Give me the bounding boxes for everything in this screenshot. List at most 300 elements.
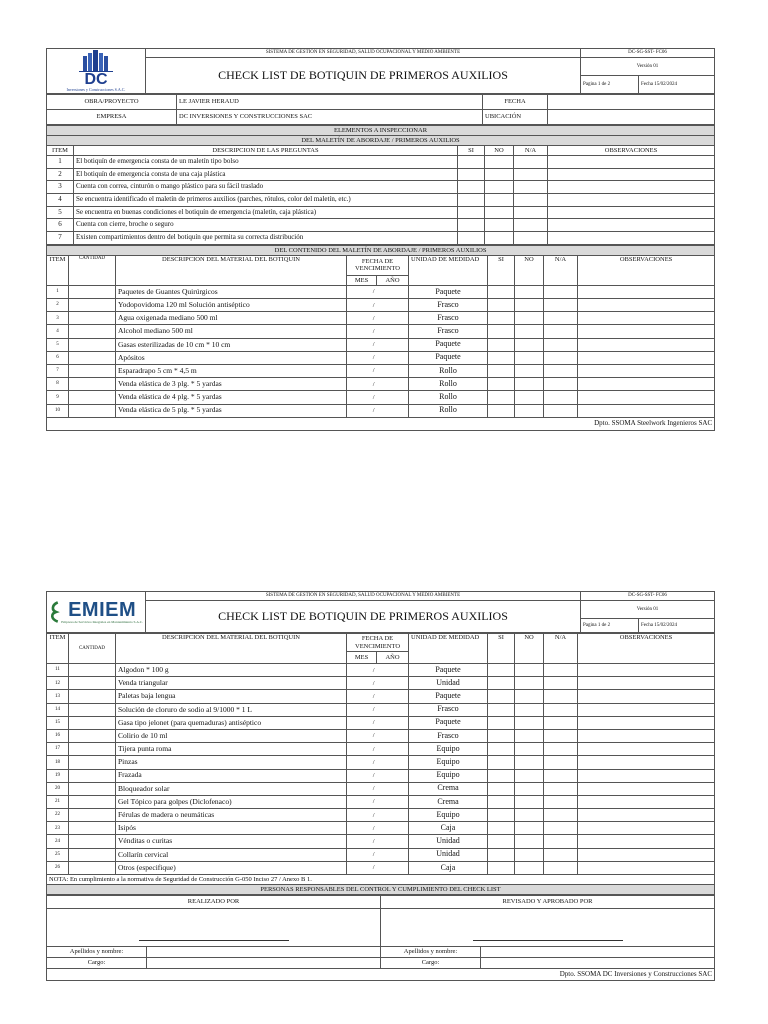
material-row bbox=[47, 848, 715, 861]
date-separator: / bbox=[347, 756, 377, 769]
building-logo-icon bbox=[79, 50, 113, 72]
cantidad-cell[interactable] bbox=[69, 729, 116, 742]
si-checkbox-cell[interactable] bbox=[458, 156, 485, 169]
date-separator: / bbox=[347, 285, 377, 298]
na-checkbox-cell[interactable] bbox=[544, 835, 578, 848]
material-row bbox=[47, 861, 715, 874]
material-number: 12 bbox=[47, 677, 69, 690]
no-checkbox-cell[interactable] bbox=[485, 156, 514, 169]
anio-cell[interactable] bbox=[377, 729, 409, 742]
cantidad-cell[interactable] bbox=[69, 285, 116, 298]
question-number: 2 bbox=[47, 168, 74, 181]
logo-text: EMIEM bbox=[68, 599, 137, 622]
unit-of-measure: Unidad bbox=[409, 848, 488, 861]
si-checkbox-cell[interactable] bbox=[458, 219, 485, 232]
questions-table bbox=[46, 125, 715, 245]
empresa-label: EMPRESA bbox=[47, 110, 177, 125]
no-checkbox-cell[interactable] bbox=[515, 861, 544, 874]
na-checkbox-cell[interactable] bbox=[544, 391, 578, 404]
observations-cell[interactable] bbox=[578, 664, 715, 677]
na-checkbox-cell[interactable] bbox=[514, 156, 548, 169]
cantidad-cell[interactable] bbox=[69, 835, 116, 848]
observations-cell[interactable] bbox=[548, 232, 715, 245]
cantidad-cell[interactable] bbox=[69, 404, 116, 417]
no-checkbox-cell[interactable] bbox=[515, 664, 544, 677]
material-description: Yodopovidoma 120 ml Solución antiséptico bbox=[116, 299, 347, 312]
material-number: 1 bbox=[47, 285, 69, 298]
observations-cell[interactable] bbox=[548, 206, 715, 219]
anio-cell[interactable] bbox=[377, 312, 409, 325]
anio-cell[interactable] bbox=[377, 795, 409, 808]
date-separator: / bbox=[347, 716, 377, 729]
unit-of-measure: Paquete bbox=[409, 690, 488, 703]
date-separator: / bbox=[347, 743, 377, 756]
observations-cell[interactable] bbox=[578, 809, 715, 822]
signature-line bbox=[139, 914, 289, 941]
q-header-desc: DESCRIPCION DE LAS PREGUNTAS bbox=[74, 146, 458, 156]
document-title: CHECK LIST DE BOTIQUIN DE PRIMEROS AUXILIOS bbox=[146, 58, 581, 94]
cantidad-cell[interactable] bbox=[69, 703, 116, 716]
si-checkbox-cell[interactable] bbox=[488, 285, 515, 298]
cantidad-cell[interactable] bbox=[69, 338, 116, 351]
date-separator: / bbox=[347, 795, 377, 808]
no-checkbox-cell[interactable] bbox=[485, 168, 514, 181]
na-checkbox-cell[interactable] bbox=[544, 325, 578, 338]
material-description: Paquetes de Guantes Quirúrgicos bbox=[116, 285, 347, 298]
na-checkbox-cell[interactable] bbox=[544, 703, 578, 716]
no-checkbox-cell[interactable] bbox=[515, 795, 544, 808]
cantidad-cell[interactable] bbox=[69, 782, 116, 795]
si-checkbox-cell[interactable] bbox=[488, 338, 515, 351]
date-separator: / bbox=[347, 325, 377, 338]
anio-cell[interactable] bbox=[377, 677, 409, 690]
observations-cell[interactable] bbox=[578, 848, 715, 861]
observations-cell[interactable] bbox=[548, 168, 715, 181]
observations-cell[interactable] bbox=[578, 690, 715, 703]
na-checkbox-cell[interactable] bbox=[544, 285, 578, 298]
material-number: 17 bbox=[47, 743, 69, 756]
apellidos-field-left[interactable] bbox=[147, 947, 381, 958]
na-checkbox-cell[interactable] bbox=[514, 168, 548, 181]
cantidad-cell[interactable] bbox=[69, 664, 116, 677]
observations-cell[interactable] bbox=[548, 194, 715, 207]
cantidad-cell[interactable] bbox=[69, 861, 116, 874]
cantidad-cell[interactable] bbox=[69, 769, 116, 782]
observations-cell[interactable] bbox=[578, 378, 715, 391]
revisado-signature-field[interactable] bbox=[381, 909, 715, 947]
no-checkbox-cell[interactable] bbox=[515, 848, 544, 861]
na-checkbox-cell[interactable] bbox=[544, 351, 578, 364]
na-checkbox-cell[interactable] bbox=[544, 782, 578, 795]
observations-cell[interactable] bbox=[578, 835, 715, 848]
no-checkbox-cell[interactable] bbox=[515, 703, 544, 716]
material-row bbox=[47, 835, 715, 848]
page-2-header-table bbox=[46, 591, 715, 633]
cantidad-cell[interactable] bbox=[69, 795, 116, 808]
si-checkbox-cell[interactable] bbox=[458, 181, 485, 194]
no-checkbox-cell[interactable] bbox=[485, 194, 514, 207]
cantidad-cell[interactable] bbox=[69, 743, 116, 756]
observations-cell[interactable] bbox=[578, 822, 715, 835]
material-row bbox=[47, 391, 715, 404]
q-header-no: NO bbox=[485, 146, 514, 156]
obra-label: OBRA/PROYECTO bbox=[47, 95, 177, 110]
material-number: 24 bbox=[47, 835, 69, 848]
no-checkbox-cell[interactable] bbox=[485, 181, 514, 194]
cargo-field-left[interactable] bbox=[147, 958, 381, 969]
anio-cell[interactable] bbox=[377, 690, 409, 703]
na-checkbox-cell[interactable] bbox=[544, 364, 578, 377]
m-header-fecha: FECHA DE VENCIMIENTO bbox=[347, 255, 409, 275]
si-checkbox-cell[interactable] bbox=[488, 835, 515, 848]
na-checkbox-cell[interactable] bbox=[544, 338, 578, 351]
observations-cell[interactable] bbox=[578, 364, 715, 377]
na-checkbox-cell[interactable] bbox=[514, 194, 548, 207]
cantidad-cell[interactable] bbox=[69, 756, 116, 769]
anio-cell[interactable] bbox=[377, 703, 409, 716]
anio-cell[interactable] bbox=[377, 743, 409, 756]
observations-cell[interactable] bbox=[578, 769, 715, 782]
question-number: 7 bbox=[47, 232, 74, 245]
observations-cell[interactable] bbox=[578, 703, 715, 716]
material-row bbox=[47, 756, 715, 769]
m-header-desc: DESCRIPCION DEL MATERIAL DEL BOTIQUIN bbox=[116, 634, 347, 664]
no-checkbox-cell[interactable] bbox=[515, 312, 544, 325]
material-description: Férulas de madera o neumáticas bbox=[116, 809, 347, 822]
observations-cell[interactable] bbox=[548, 156, 715, 169]
na-checkbox-cell[interactable] bbox=[514, 206, 548, 219]
date-separator: / bbox=[347, 664, 377, 677]
fecha-label: FECHA bbox=[483, 95, 548, 110]
question-row bbox=[47, 219, 715, 232]
material-number: 18 bbox=[47, 756, 69, 769]
no-checkbox-cell[interactable] bbox=[515, 782, 544, 795]
material-row bbox=[47, 299, 715, 312]
material-description: Otros (especifique) bbox=[116, 861, 347, 874]
cantidad-cell[interactable] bbox=[69, 677, 116, 690]
observations-cell[interactable] bbox=[578, 743, 715, 756]
ubicacion-label: UBICACIÓN bbox=[483, 110, 548, 125]
m-header-si: SI bbox=[488, 634, 515, 664]
anio-cell[interactable] bbox=[377, 835, 409, 848]
m-header-no: NO bbox=[515, 634, 544, 664]
anio-cell[interactable] bbox=[377, 285, 409, 298]
cantidad-cell[interactable] bbox=[69, 378, 116, 391]
anio-cell[interactable] bbox=[377, 716, 409, 729]
anio-cell[interactable] bbox=[377, 378, 409, 391]
anio-cell[interactable] bbox=[377, 848, 409, 861]
realizado-signature-field[interactable] bbox=[47, 909, 381, 947]
cantidad-cell[interactable] bbox=[69, 848, 116, 861]
unit-of-measure: Caja bbox=[409, 861, 488, 874]
na-checkbox-cell[interactable] bbox=[544, 312, 578, 325]
material-number: 7 bbox=[47, 364, 69, 377]
si-checkbox-cell[interactable] bbox=[458, 232, 485, 245]
cantidad-cell[interactable] bbox=[69, 690, 116, 703]
observations-cell[interactable] bbox=[578, 716, 715, 729]
anio-cell[interactable] bbox=[377, 338, 409, 351]
no-checkbox-cell[interactable] bbox=[515, 677, 544, 690]
cantidad-cell[interactable] bbox=[69, 822, 116, 835]
no-checkbox-cell[interactable] bbox=[485, 232, 514, 245]
m-header-unidad: UNIDAD DE MEDIDAD bbox=[409, 255, 488, 285]
apellidos-field-right[interactable] bbox=[481, 947, 715, 958]
question-number: 6 bbox=[47, 219, 74, 232]
si-checkbox-cell[interactable] bbox=[488, 769, 515, 782]
material-description: Tijera punta roma bbox=[116, 743, 347, 756]
observations-cell[interactable] bbox=[578, 391, 715, 404]
observations-cell[interactable] bbox=[548, 219, 715, 232]
cantidad-cell[interactable] bbox=[69, 364, 116, 377]
unit-of-measure: Rollo bbox=[409, 404, 488, 417]
fecha-field[interactable] bbox=[548, 95, 715, 110]
cantidad-cell[interactable] bbox=[69, 809, 116, 822]
si-checkbox-cell[interactable] bbox=[458, 206, 485, 219]
nota-text: NOTA: En cumplimiento a la normativa de Seguridad de Construcción G-050 Inciso 27 / Anexo B 1. bbox=[47, 875, 715, 885]
anio-cell[interactable] bbox=[377, 299, 409, 312]
anio-cell[interactable] bbox=[377, 861, 409, 874]
m-header-item: ITEM bbox=[47, 255, 69, 285]
material-description: Gasas esterilizadas de 10 cm * 10 cm bbox=[116, 338, 347, 351]
na-checkbox-cell[interactable] bbox=[544, 848, 578, 861]
question-text: El botiquín de emergencia consta de una caja plástica bbox=[74, 168, 458, 181]
si-checkbox-cell[interactable] bbox=[488, 690, 515, 703]
cargo-label-right: Cargo: bbox=[381, 958, 481, 969]
observations-cell[interactable] bbox=[578, 729, 715, 742]
na-checkbox-cell[interactable] bbox=[544, 809, 578, 822]
si-checkbox-cell[interactable] bbox=[488, 325, 515, 338]
si-checkbox-cell[interactable] bbox=[488, 664, 515, 677]
material-row bbox=[47, 795, 715, 808]
cantidad-cell[interactable] bbox=[69, 391, 116, 404]
si-checkbox-cell[interactable] bbox=[488, 795, 515, 808]
anio-cell[interactable] bbox=[377, 325, 409, 338]
date-separator: / bbox=[347, 848, 377, 861]
materials-table-1 bbox=[46, 245, 715, 431]
unit-of-measure: Paquete bbox=[409, 351, 488, 364]
si-checkbox-cell[interactable] bbox=[488, 756, 515, 769]
m-header-na: N/A bbox=[544, 255, 578, 285]
si-checkbox-cell[interactable] bbox=[488, 703, 515, 716]
no-checkbox-cell[interactable] bbox=[515, 835, 544, 848]
na-checkbox-cell[interactable] bbox=[544, 743, 578, 756]
anio-cell[interactable] bbox=[377, 756, 409, 769]
m-header-mes: MES bbox=[347, 275, 377, 285]
date-separator: / bbox=[347, 809, 377, 822]
no-checkbox-cell[interactable] bbox=[515, 285, 544, 298]
no-checkbox-cell[interactable] bbox=[515, 364, 544, 377]
observations-cell[interactable] bbox=[578, 351, 715, 364]
si-checkbox-cell[interactable] bbox=[488, 861, 515, 874]
no-checkbox-cell[interactable] bbox=[515, 325, 544, 338]
question-text: Cuenta con correa, cinturón o mango plástico para su fácil traslado bbox=[74, 181, 458, 194]
section-responsables: PERSONAS RESPONSABLES DEL CONTROL Y CUMPLIMIENTO DEL CHECK LIST bbox=[47, 885, 715, 895]
m-header-cantidad: CANTIDAD bbox=[69, 634, 116, 664]
si-checkbox-cell[interactable] bbox=[458, 194, 485, 207]
cantidad-cell[interactable] bbox=[69, 716, 116, 729]
na-checkbox-cell[interactable] bbox=[544, 664, 578, 677]
unit-of-measure: Equipo bbox=[409, 809, 488, 822]
anio-cell[interactable] bbox=[377, 782, 409, 795]
no-checkbox-cell[interactable] bbox=[515, 338, 544, 351]
material-row bbox=[47, 677, 715, 690]
si-checkbox-cell[interactable] bbox=[488, 312, 515, 325]
anio-cell[interactable] bbox=[377, 769, 409, 782]
unit-of-measure: Unidad bbox=[409, 677, 488, 690]
unit-of-measure: Unidad bbox=[409, 835, 488, 848]
date-separator: / bbox=[347, 391, 377, 404]
unit-of-measure: Caja bbox=[409, 822, 488, 835]
material-description: Paletas baja lengua bbox=[116, 690, 347, 703]
anio-cell[interactable] bbox=[377, 351, 409, 364]
unit-of-measure: Equipo bbox=[409, 769, 488, 782]
ubicacion-field[interactable] bbox=[548, 110, 715, 125]
document-code: DC-SG-SST- FC06 bbox=[581, 592, 715, 601]
no-checkbox-cell[interactable] bbox=[515, 743, 544, 756]
no-checkbox-cell[interactable] bbox=[515, 391, 544, 404]
si-checkbox-cell[interactable] bbox=[488, 351, 515, 364]
unit-of-measure: Crema bbox=[409, 795, 488, 808]
anio-cell[interactable] bbox=[377, 822, 409, 835]
observations-cell[interactable] bbox=[578, 782, 715, 795]
observations-cell[interactable] bbox=[578, 338, 715, 351]
date-separator: / bbox=[347, 312, 377, 325]
si-checkbox-cell[interactable] bbox=[488, 716, 515, 729]
na-checkbox-cell[interactable] bbox=[544, 769, 578, 782]
material-row bbox=[47, 325, 715, 338]
cargo-label-left: Cargo: bbox=[47, 958, 147, 969]
dc-logo bbox=[47, 49, 146, 94]
material-row bbox=[47, 769, 715, 782]
si-checkbox-cell[interactable] bbox=[488, 391, 515, 404]
material-description: Collarín cervical bbox=[116, 848, 347, 861]
question-text: Cuenta con cierre, broche o seguro bbox=[74, 219, 458, 232]
material-number: 15 bbox=[47, 716, 69, 729]
na-checkbox-cell[interactable] bbox=[544, 677, 578, 690]
na-checkbox-cell[interactable] bbox=[544, 729, 578, 742]
page-1-header-table bbox=[46, 48, 715, 94]
no-checkbox-cell[interactable] bbox=[515, 809, 544, 822]
na-checkbox-cell[interactable] bbox=[544, 795, 578, 808]
si-checkbox-cell[interactable] bbox=[488, 729, 515, 742]
apellidos-label-right: Apellidos y nombre: bbox=[381, 947, 481, 958]
question-row bbox=[47, 232, 715, 245]
cantidad-cell[interactable] bbox=[69, 351, 116, 364]
si-checkbox-cell[interactable] bbox=[488, 809, 515, 822]
cantidad-cell[interactable] bbox=[69, 325, 116, 338]
na-checkbox-cell[interactable] bbox=[544, 861, 578, 874]
observations-cell[interactable] bbox=[578, 795, 715, 808]
na-checkbox-cell[interactable] bbox=[544, 378, 578, 391]
si-checkbox-cell[interactable] bbox=[458, 168, 485, 181]
material-number: 4 bbox=[47, 325, 69, 338]
material-description: Vénditas o curitas bbox=[116, 835, 347, 848]
na-checkbox-cell[interactable] bbox=[514, 232, 548, 245]
si-checkbox-cell[interactable] bbox=[488, 822, 515, 835]
anio-cell[interactable] bbox=[377, 391, 409, 404]
si-checkbox-cell[interactable] bbox=[488, 677, 515, 690]
material-description: Venda elástica de 3 plg. * 5 yardas bbox=[116, 378, 347, 391]
material-number: 11 bbox=[47, 664, 69, 677]
observations-cell[interactable] bbox=[578, 861, 715, 874]
observations-cell[interactable] bbox=[578, 312, 715, 325]
date-separator: / bbox=[347, 782, 377, 795]
system-name: SISTEMA DE GESTION EN SEGURIDAD, SALUD OCUPACIONAL Y MEDIO AMBIENTE bbox=[146, 592, 581, 601]
na-checkbox-cell[interactable] bbox=[544, 756, 578, 769]
na-checkbox-cell[interactable] bbox=[544, 716, 578, 729]
material-number: 22 bbox=[47, 809, 69, 822]
observations-cell[interactable] bbox=[548, 181, 715, 194]
no-checkbox-cell[interactable] bbox=[515, 769, 544, 782]
si-checkbox-cell[interactable] bbox=[488, 782, 515, 795]
no-checkbox-cell[interactable] bbox=[515, 729, 544, 742]
observations-cell[interactable] bbox=[578, 404, 715, 417]
no-checkbox-cell[interactable] bbox=[515, 404, 544, 417]
unit-of-measure: Crema bbox=[409, 782, 488, 795]
obra-value: LE JAVIER HERAUD bbox=[177, 95, 483, 110]
si-checkbox-cell[interactable] bbox=[488, 743, 515, 756]
na-checkbox-cell[interactable] bbox=[514, 219, 548, 232]
cargo-field-right[interactable] bbox=[481, 958, 715, 969]
date-separator: / bbox=[347, 703, 377, 716]
si-checkbox-cell[interactable] bbox=[488, 404, 515, 417]
date-separator: / bbox=[347, 690, 377, 703]
si-checkbox-cell[interactable] bbox=[488, 378, 515, 391]
no-checkbox-cell[interactable] bbox=[515, 351, 544, 364]
material-number: 26 bbox=[47, 861, 69, 874]
na-checkbox-cell[interactable] bbox=[544, 822, 578, 835]
logo-text: DC bbox=[84, 70, 108, 88]
no-checkbox-cell[interactable] bbox=[485, 219, 514, 232]
anio-cell[interactable] bbox=[377, 364, 409, 377]
no-checkbox-cell[interactable] bbox=[515, 716, 544, 729]
observations-cell[interactable] bbox=[578, 756, 715, 769]
anio-cell[interactable] bbox=[377, 664, 409, 677]
na-checkbox-cell[interactable] bbox=[544, 404, 578, 417]
si-checkbox-cell[interactable] bbox=[488, 299, 515, 312]
no-checkbox-cell[interactable] bbox=[515, 822, 544, 835]
no-checkbox-cell[interactable] bbox=[515, 756, 544, 769]
no-checkbox-cell[interactable] bbox=[485, 206, 514, 219]
material-description: Venda elástica de 5 plg. * 5 yardas bbox=[116, 404, 347, 417]
na-checkbox-cell[interactable] bbox=[544, 299, 578, 312]
question-text: Existen compartimientos dentro del botiquín que permita su correcta distribución bbox=[74, 232, 458, 245]
observations-cell[interactable] bbox=[578, 677, 715, 690]
no-checkbox-cell[interactable] bbox=[515, 299, 544, 312]
m-header-anio: AÑO bbox=[377, 275, 409, 285]
material-row bbox=[47, 312, 715, 325]
observations-cell[interactable] bbox=[578, 285, 715, 298]
date-separator: / bbox=[347, 729, 377, 742]
observations-cell[interactable] bbox=[578, 299, 715, 312]
material-number: 21 bbox=[47, 795, 69, 808]
anio-cell[interactable] bbox=[377, 404, 409, 417]
observations-cell[interactable] bbox=[578, 325, 715, 338]
si-checkbox-cell[interactable] bbox=[488, 364, 515, 377]
cantidad-cell[interactable] bbox=[69, 312, 116, 325]
m-header-item: ITEM bbox=[47, 634, 69, 664]
na-checkbox-cell[interactable] bbox=[514, 181, 548, 194]
na-checkbox-cell[interactable] bbox=[544, 690, 578, 703]
cantidad-cell[interactable] bbox=[69, 299, 116, 312]
no-checkbox-cell[interactable] bbox=[515, 378, 544, 391]
no-checkbox-cell[interactable] bbox=[515, 690, 544, 703]
si-checkbox-cell[interactable] bbox=[488, 848, 515, 861]
signatures-table bbox=[46, 895, 715, 981]
material-number: 3 bbox=[47, 312, 69, 325]
m-header-desc: DESCRIPCION DEL MATERIAL DEL BOTIQUIN bbox=[116, 255, 347, 285]
anio-cell[interactable] bbox=[377, 809, 409, 822]
